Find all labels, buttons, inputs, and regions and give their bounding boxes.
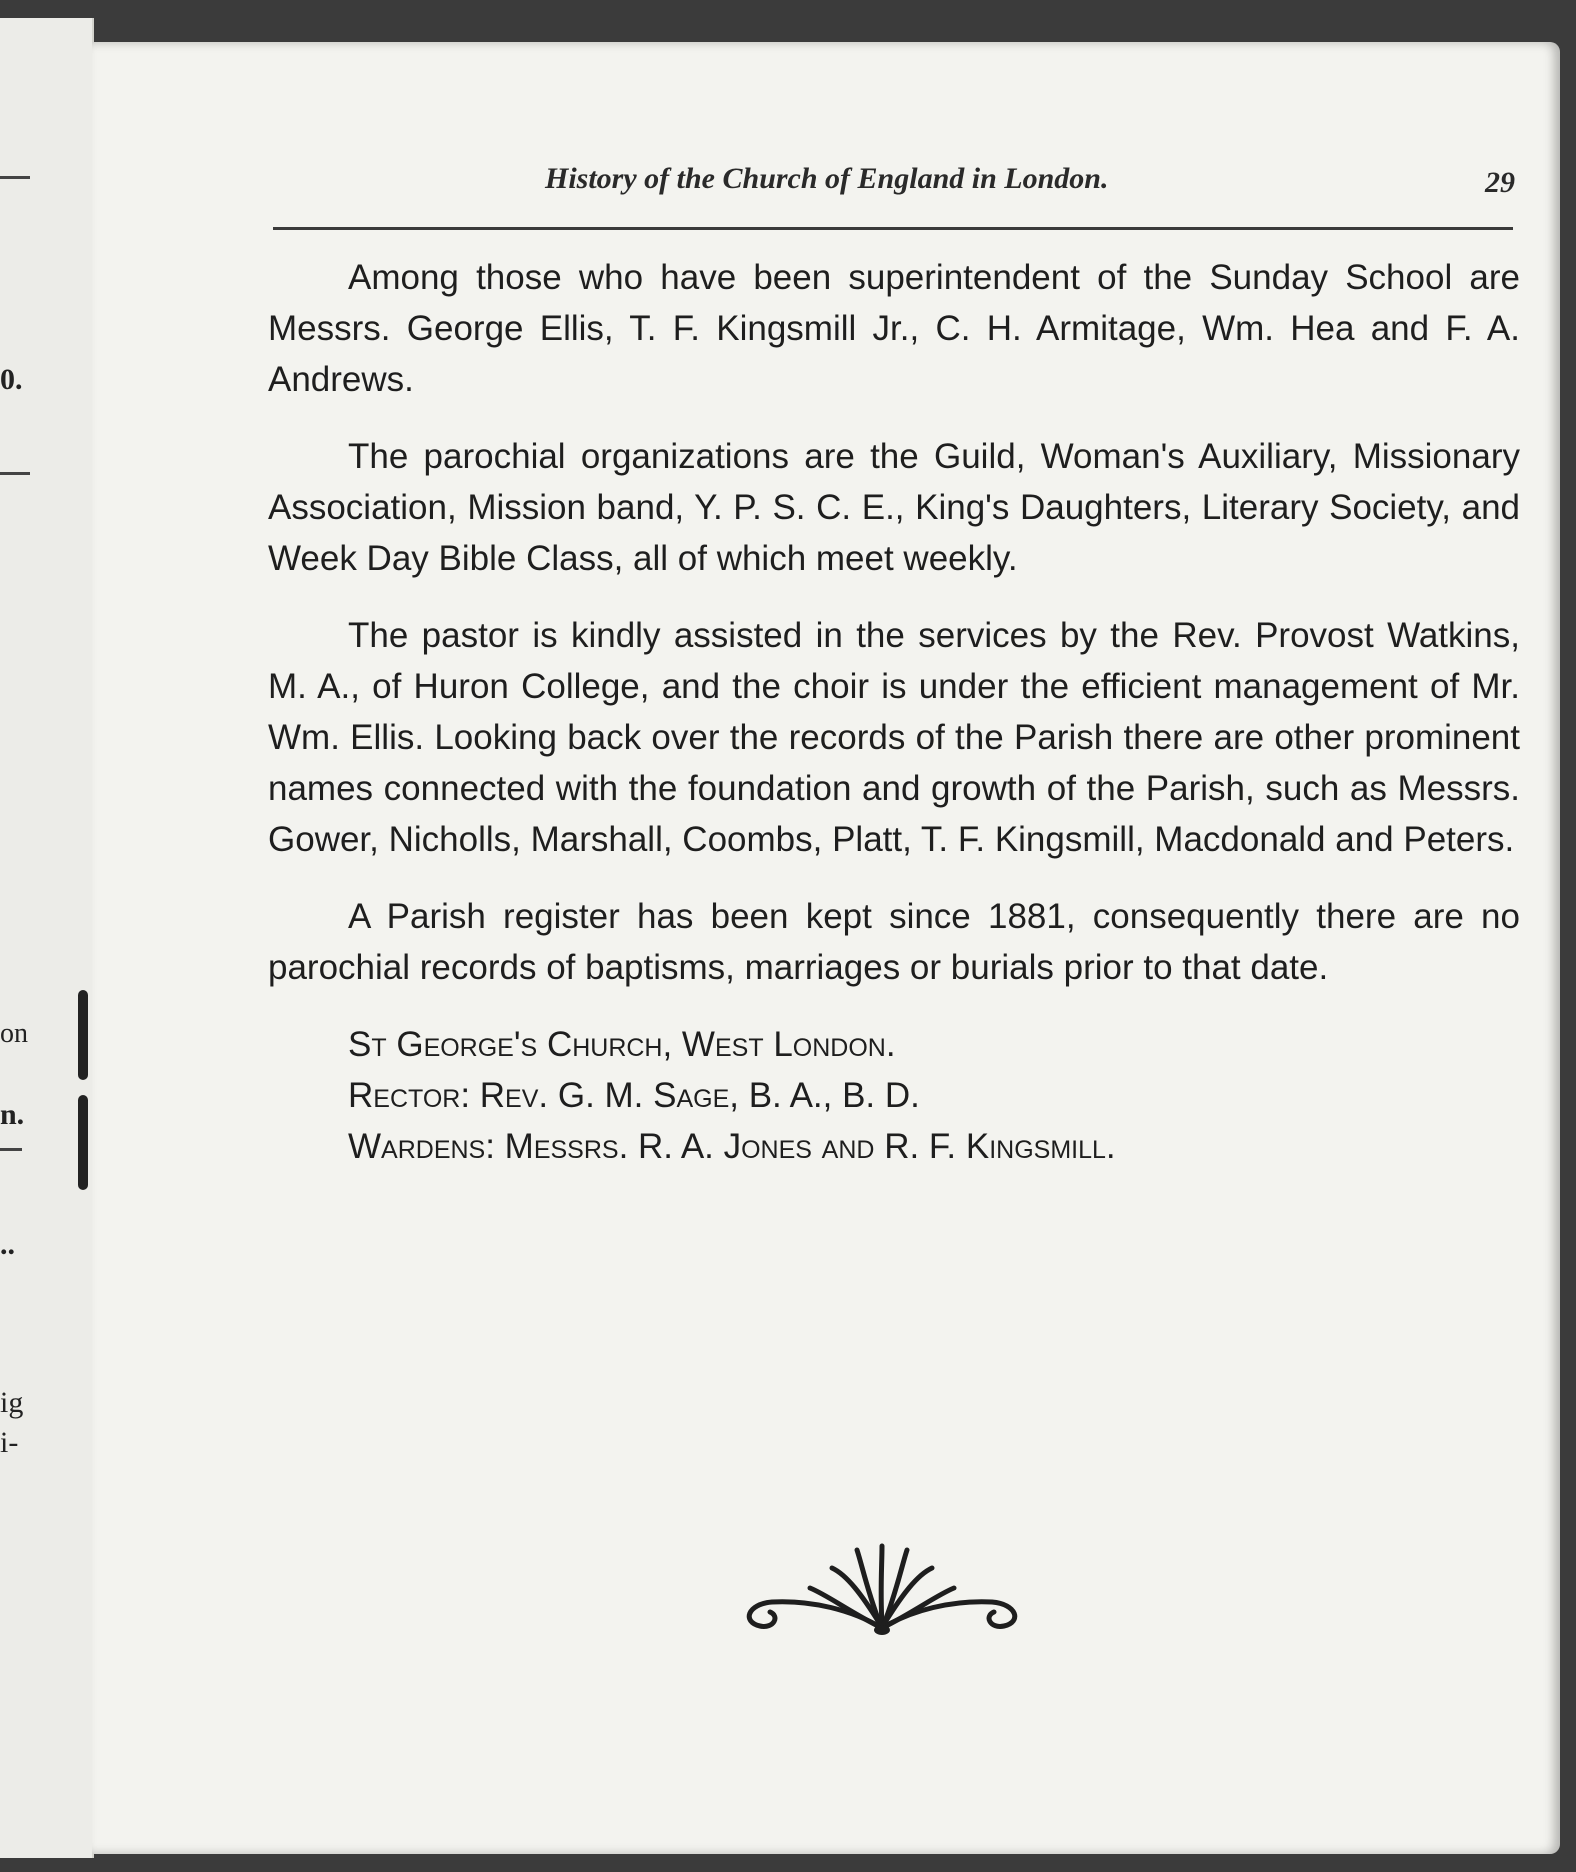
paragraph: Among those who have been superintendent of the Sunday School are Messrs. George Ellis, T. F. Kingsmill Jr., C. H. Armitage, Wm. Hea and F. A. Andrews. [268, 258, 1520, 399]
running-title: History of the Church of England in London. [545, 162, 1109, 195]
left-page-fragment: n. [0, 1098, 25, 1131]
left-page-fragment: ig [0, 1386, 24, 1419]
left-page-rule [0, 472, 30, 475]
wardens-line: Wardens: Messrs. R. A. Jones and R. F. Kingsmill. [348, 1127, 1116, 1166]
binding-stitch [78, 990, 88, 1080]
left-page-fragment: i- [0, 1426, 19, 1459]
paragraph: A Parish register has been kept since 1881, consequently there are no parochial records of baptisms, marriages or burials prior to that date. [268, 897, 1520, 987]
header-rule [273, 227, 1513, 230]
page-body [268, 252, 1520, 1172]
left-page-edge [0, 18, 94, 1858]
paragraph: The parochial organizations are the Guild, Woman's Auxiliary, Missionary Association, Mission band, Y. P. S. C. E., King's Daughters, Literary Society, and Week Day Bible Class, all of which meet weekly. [268, 437, 1520, 578]
left-page-fragment: on [0, 1018, 28, 1049]
palmette-ornament-icon [732, 1540, 1032, 1640]
church-name: St George's Church, West London. [348, 1025, 896, 1064]
page-number: 29 [1485, 166, 1515, 199]
church-signoff [268, 1019, 1520, 1172]
left-page-rule [0, 1148, 22, 1151]
paragraph: The pastor is kindly assisted in the services by the Rev. Provost Watkins, M. A., of Huron College, and the choir is under the efficient management of Mr. Wm. Ellis. Looking back over the records of the Parish there are other prominent names connected with the foundation and growth of the Parish, such as Messrs. Gower, Nicholls, Marshall, Coombs, Platt, T. F. Kingsmill, Macdonald and Peters. [268, 616, 1520, 859]
left-page-rule [0, 176, 30, 179]
right-page [92, 42, 1560, 1854]
left-page-fragment: 0. [0, 363, 23, 396]
rector-line: Rector: Rev. G. M. Sage, B. A., B. D. [348, 1076, 920, 1115]
left-page-fragment: .. [0, 1228, 15, 1261]
binding-stitch [78, 1095, 88, 1190]
